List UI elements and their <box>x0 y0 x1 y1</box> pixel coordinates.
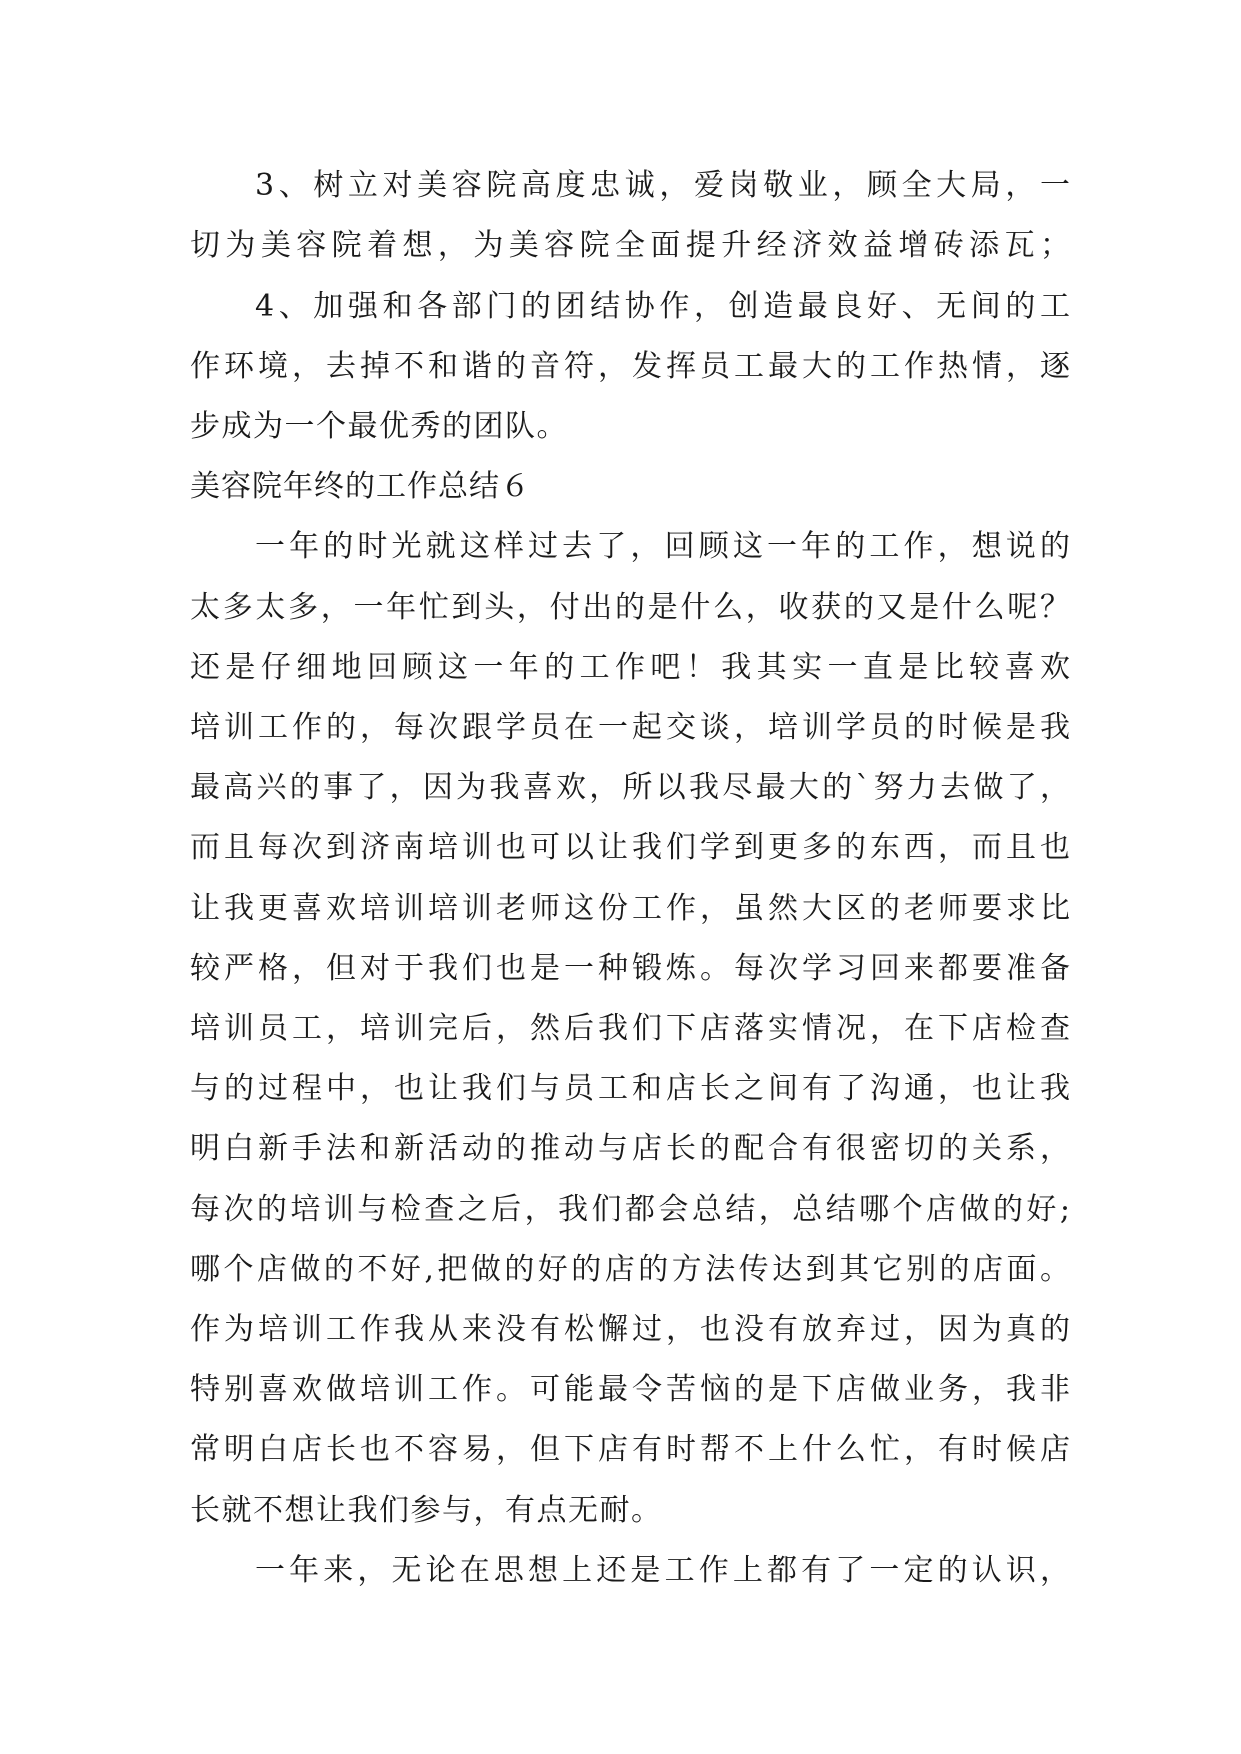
text-line: 一年来，无论在思想上还是工作上都有了一定的认识， <box>255 1553 1070 1588</box>
text-line: 步成为一个最优秀的团队。 <box>190 409 568 444</box>
text-line: 与的过程中，也让我们与员工和店长之间有了沟通，也让我 <box>190 1071 1070 1106</box>
text-line: 长就不想让我们参与，有点无耐。 <box>190 1493 663 1528</box>
text-line: 最高兴的事了，因为我喜欢，所以我尽最大的`努力去做了， <box>190 770 1070 805</box>
text-line: 特别喜欢做培训工作。可能最令苦恼的是下店做业务，我非 <box>190 1372 1070 1407</box>
text-line: 哪个店做的不好,把做的好的店的方法传达到其它别的店面。 <box>190 1252 1070 1287</box>
text-line: 4、加强和各部门的团结协作，创造最良好、无间的工 <box>255 289 1070 324</box>
text-line: 较严格，但对于我们也是一种锻炼。每次学习回来都要准备 <box>190 951 1070 986</box>
text-line: 切为美容院着想，为美容院全面提升经济效益增砖添瓦； <box>190 228 1070 263</box>
text-line: 培训员工，培训完后，然后我们下店落实情况，在下店检查 <box>190 1011 1070 1046</box>
text-line: 每次的培训与检查之后，我们都会总结，总结哪个店做的好; <box>190 1192 1070 1227</box>
text-line: 一年的时光就这样过去了，回顾这一年的工作，想说的 <box>255 529 1070 564</box>
text-line: 培训工作的，每次跟学员在一起交谈，培训学员的时候是我 <box>190 710 1070 745</box>
text-line: 让我更喜欢培训培训老师这份工作，虽然大区的老师要求比 <box>190 891 1070 926</box>
text-line: 3、树立对美容院高度忠诚，爱岗敬业，顾全大局，一 <box>255 168 1070 203</box>
section-heading: 美容院年终的工作总结６ <box>190 469 531 504</box>
text-line: 太多太多，一年忙到头，付出的是什么，收获的又是什么呢？ <box>190 590 1070 625</box>
text-line: 作为培训工作我从来没有松懈过，也没有放弃过，因为真的 <box>190 1312 1070 1347</box>
text-line: 明白新手法和新活动的推动与店长的配合有很密切的关系， <box>190 1131 1070 1166</box>
text-line: 常明白店长也不容易，但下店有时帮不上什么忙，有时候店 <box>190 1432 1070 1467</box>
text-line: 而且每次到济南培训也可以让我们学到更多的东西，而且也 <box>190 830 1070 865</box>
text-line: 作环境，去掉不和谐的音符，发挥员工最大的工作热情，逐 <box>190 349 1070 384</box>
text-line: 还是仔细地回顾这一年的工作吧！我其实一直是比较喜欢 <box>190 650 1070 685</box>
